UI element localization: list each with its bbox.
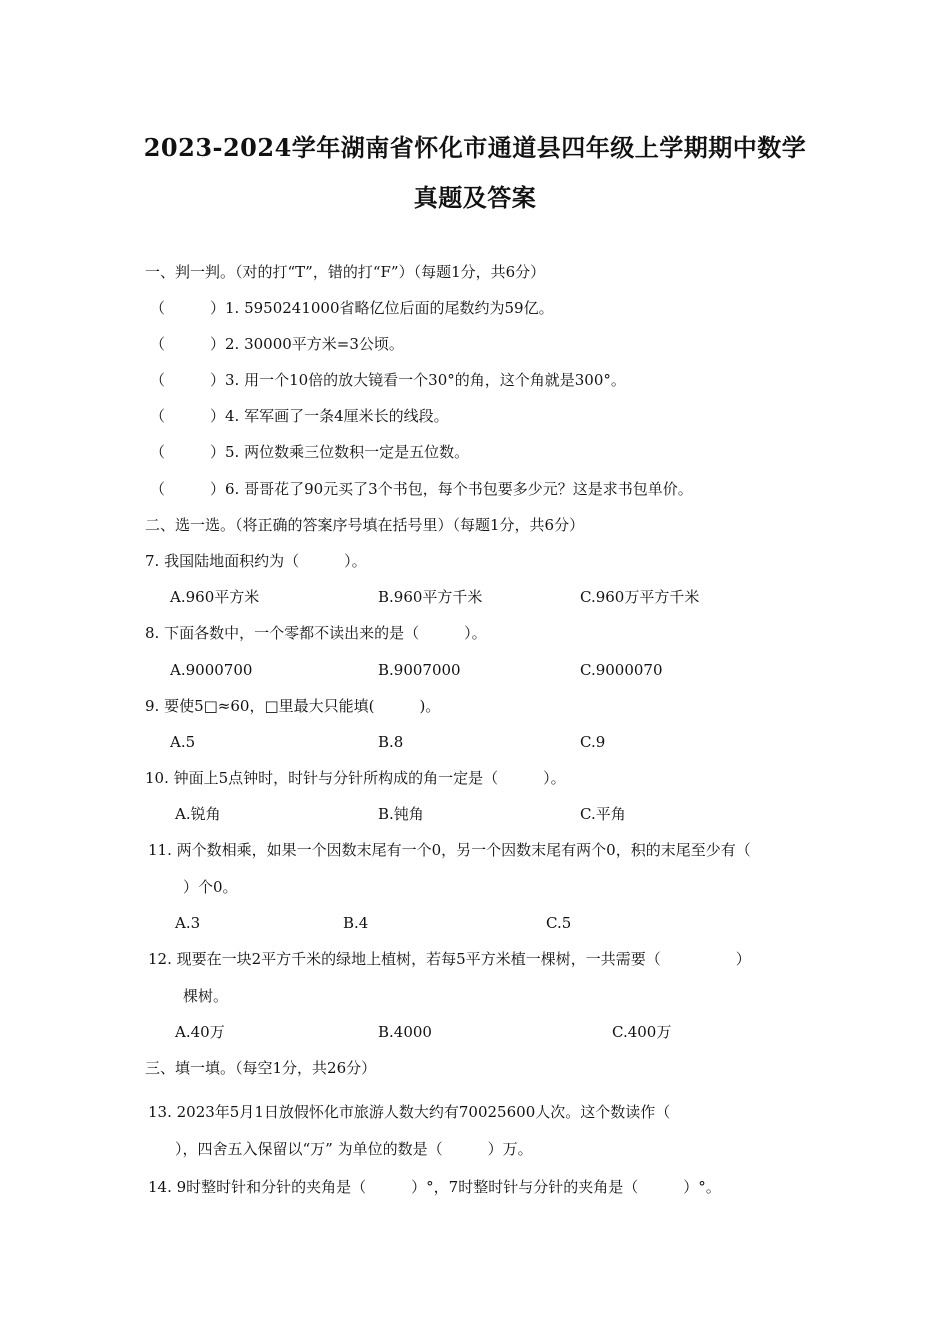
choice-question-7: 7. 我国陆地面积约为（ ）。 bbox=[145, 552, 367, 570]
judge-question-2: （ ）2. 30000平方米=3公顷。 bbox=[150, 335, 404, 353]
choice-8-option-b: B.9007000 bbox=[378, 661, 461, 679]
choice-10-option-b: B.钝角 bbox=[378, 805, 424, 823]
choice-question-8: 8. 下面各数中，一个零都不读出来的是（ ）。 bbox=[145, 624, 487, 642]
section-heading-judge: 一、判一判。（对的打“T”，错的打“F”）（每题1分，共6分） bbox=[145, 263, 546, 281]
choice-12-option-a: A.40万 bbox=[175, 1023, 225, 1041]
choice-question-11: 11. 两个数相乘，如果一个因数末尾有一个0，另一个因数末尾有两个0，积的末尾至少有（ bbox=[148, 841, 751, 859]
choice-question-12-cont: 棵树。 bbox=[183, 987, 229, 1005]
page-title-line-1: 2023-2024学年湖南省怀化市通道县四年级上学期期中数学 bbox=[143, 133, 807, 162]
judge-question-5: （ ）5. 两位数乘三位数积一定是五位数。 bbox=[150, 443, 470, 461]
choice-10-option-c: C.平角 bbox=[580, 805, 626, 823]
choice-7-option-a: A.960平方米 bbox=[170, 588, 260, 606]
section-heading-choice: 二、选一选。（将正确的答案序号填在括号里）（每题1分，共6分） bbox=[145, 516, 585, 534]
choice-12-option-b: B.4000 bbox=[378, 1023, 432, 1041]
choice-11-option-a: A.3 bbox=[175, 914, 201, 932]
choice-question-12: 12. 现要在一块2平方千米的绿地上植树，若每5平方米植一棵树，一共需要（ ） bbox=[148, 950, 751, 968]
judge-question-6: （ ）6. 哥哥花了90元买了3个书包，每个书包要多少元？这是求书包单价。 bbox=[150, 480, 693, 498]
fill-question-13-cont: ），四舍五入保留以“万” 为单位的数是（ ）万。 bbox=[175, 1140, 533, 1158]
choice-9-option-c: C.9 bbox=[580, 733, 606, 751]
choice-question-10: 10. 钟面上5点钟时，时针与分针所构成的角一定是（ ）。 bbox=[145, 769, 566, 787]
judge-question-1: （ ）1. 5950241000省略亿位后面的尾数约为59亿。 bbox=[150, 299, 554, 317]
judge-question-3: （ ）3. 用一个10倍的放大镜看一个30°的角，这个角就是300°。 bbox=[150, 371, 626, 389]
choice-11-option-c: C.5 bbox=[546, 914, 572, 932]
choice-10-option-a: A.锐角 bbox=[175, 805, 221, 823]
choice-8-option-a: A.9000700 bbox=[170, 661, 253, 679]
judge-question-4: （ ）4. 军军画了一条4厘米长的线段。 bbox=[150, 407, 449, 425]
choice-11-option-b: B.4 bbox=[343, 914, 369, 932]
choice-12-option-c: C.400万 bbox=[612, 1023, 672, 1041]
section-heading-fill: 三、填一填。（每空1分，共26分） bbox=[145, 1059, 377, 1077]
fill-question-13: 13. 2023年5月1日放假怀化市旅游人数大约有70025600人次。这个数读作（ bbox=[148, 1103, 671, 1121]
choice-9-option-a: A.5 bbox=[170, 733, 196, 751]
choice-9-option-b: B.8 bbox=[378, 733, 404, 751]
choice-8-option-c: C.9000070 bbox=[580, 661, 663, 679]
choice-question-9: 9. 要使5□≈60，□里最大只能填( )。 bbox=[145, 697, 441, 715]
page-title-line-2: 真题及答案 bbox=[413, 183, 537, 212]
choice-7-option-b: B.960平方千米 bbox=[378, 588, 483, 606]
choice-question-11-cont: ）个0。 bbox=[183, 878, 238, 896]
fill-question-14: 14. 9时整时针和分针的夹角是（ ）°，7时整时针与分针的夹角是（ ）°。 bbox=[148, 1178, 721, 1196]
choice-7-option-c: C.960万平方千米 bbox=[580, 588, 700, 606]
